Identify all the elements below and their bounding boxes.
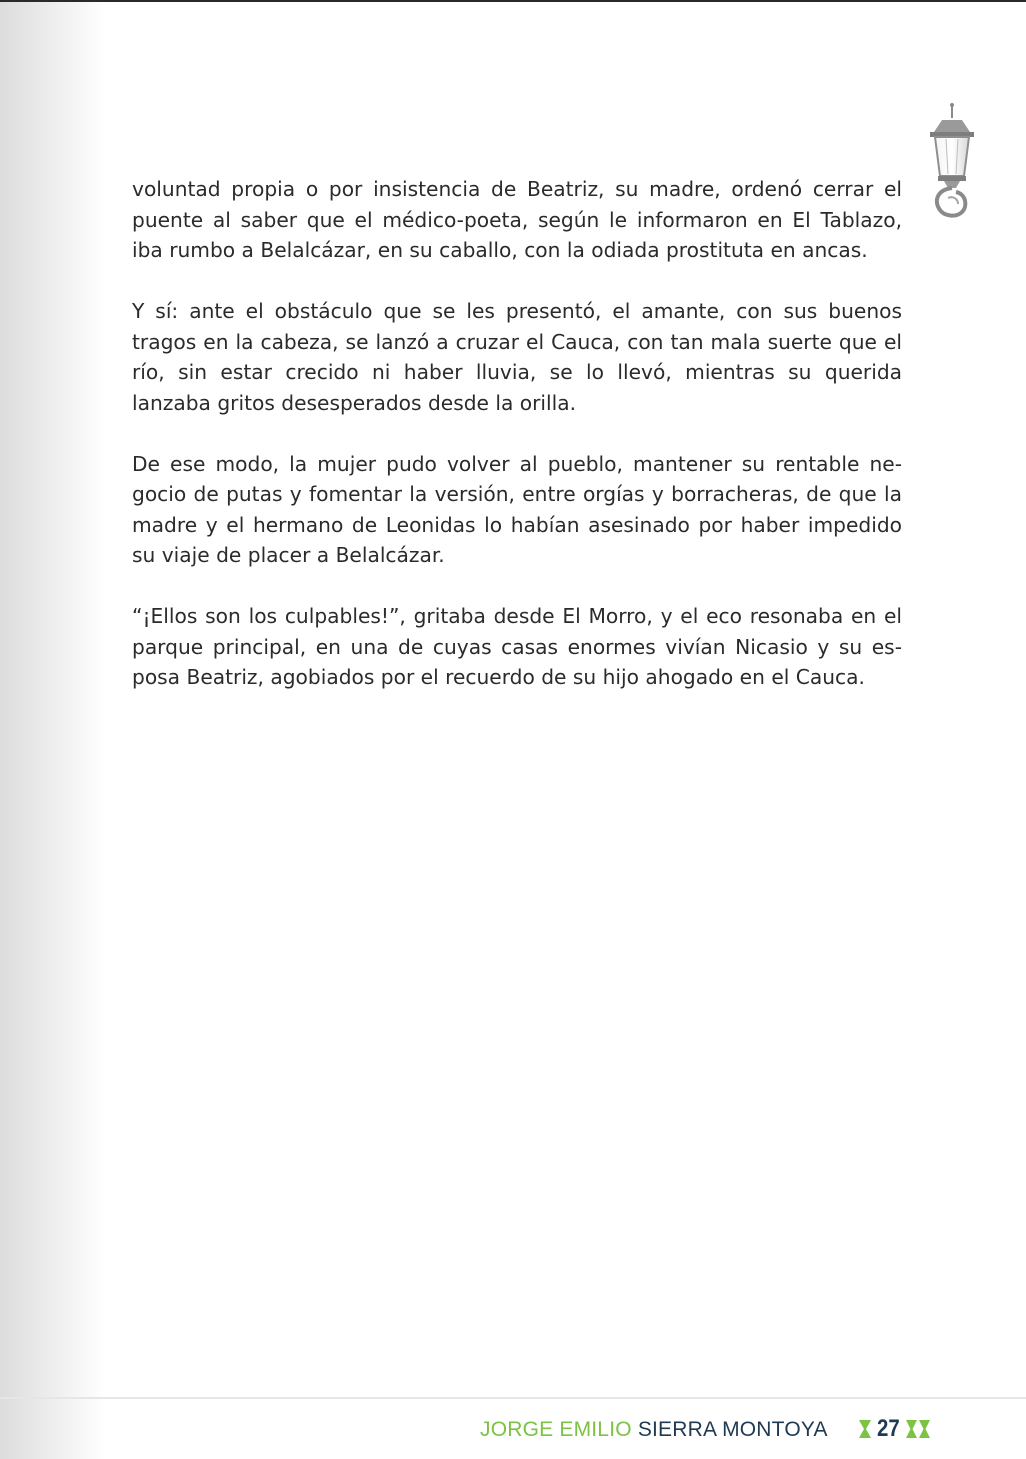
paragraph-2: Y sí: ante el obstáculo que se les presentó, el amante, con sus buenos tragos en la cabeza, se lanzó a cruzar el Cauca, con tan mala suerte que el río, sin estar crecido ni haber lluvia, se lo llevó, mientras su querida lanzaba gritos desesperados desde la orilla. — [132, 299, 902, 415]
hourglass-icon — [905, 1419, 931, 1439]
footer-author — [480, 1418, 828, 1442]
street-lamp-icon — [926, 102, 978, 220]
page-gutter-shadow — [0, 2, 105, 1459]
paragraph-1: voluntad propia o por insistencia de Beatriz, su madre, ordenó cerrar el puente al saber que el médico-poeta, según le informaron en El Tablazo, iba rumbo a Belalcázar, en su caballo, con la odiada prostituta en ancas. — [132, 177, 902, 262]
paragraph-4: “¡Ellos son los culpables!”, gritaba desde El Morro, y el eco resonaba en el parque principal, en una de cuyas casas enormes vivían Nicasio y su esposa Beatriz, agobiados por el recuerdo de su hijo ahogado en el Cauca. — [132, 604, 902, 689]
hourglass-icon — [858, 1419, 872, 1439]
body-text — [132, 174, 902, 723]
footer-divider — [0, 1397, 1026, 1399]
page-number: 27 — [877, 1415, 900, 1442]
author-first-name: JORGE EMILIO — [480, 1418, 632, 1441]
top-border — [0, 0, 1026, 2]
page-number-group — [858, 1413, 931, 1445]
paragraph-3: De ese modo, la mujer pudo volver al pueblo, mantener su rentable negocio de putas y fomentar la versión, entre orgías y borracheras, de que la madre y el hermano de Leonidas lo habían asesinado por haber impedido su viaje de placer a Belalcázar. — [132, 451, 902, 567]
author-last-name: SIERRA MONTOYA — [637, 1418, 828, 1441]
